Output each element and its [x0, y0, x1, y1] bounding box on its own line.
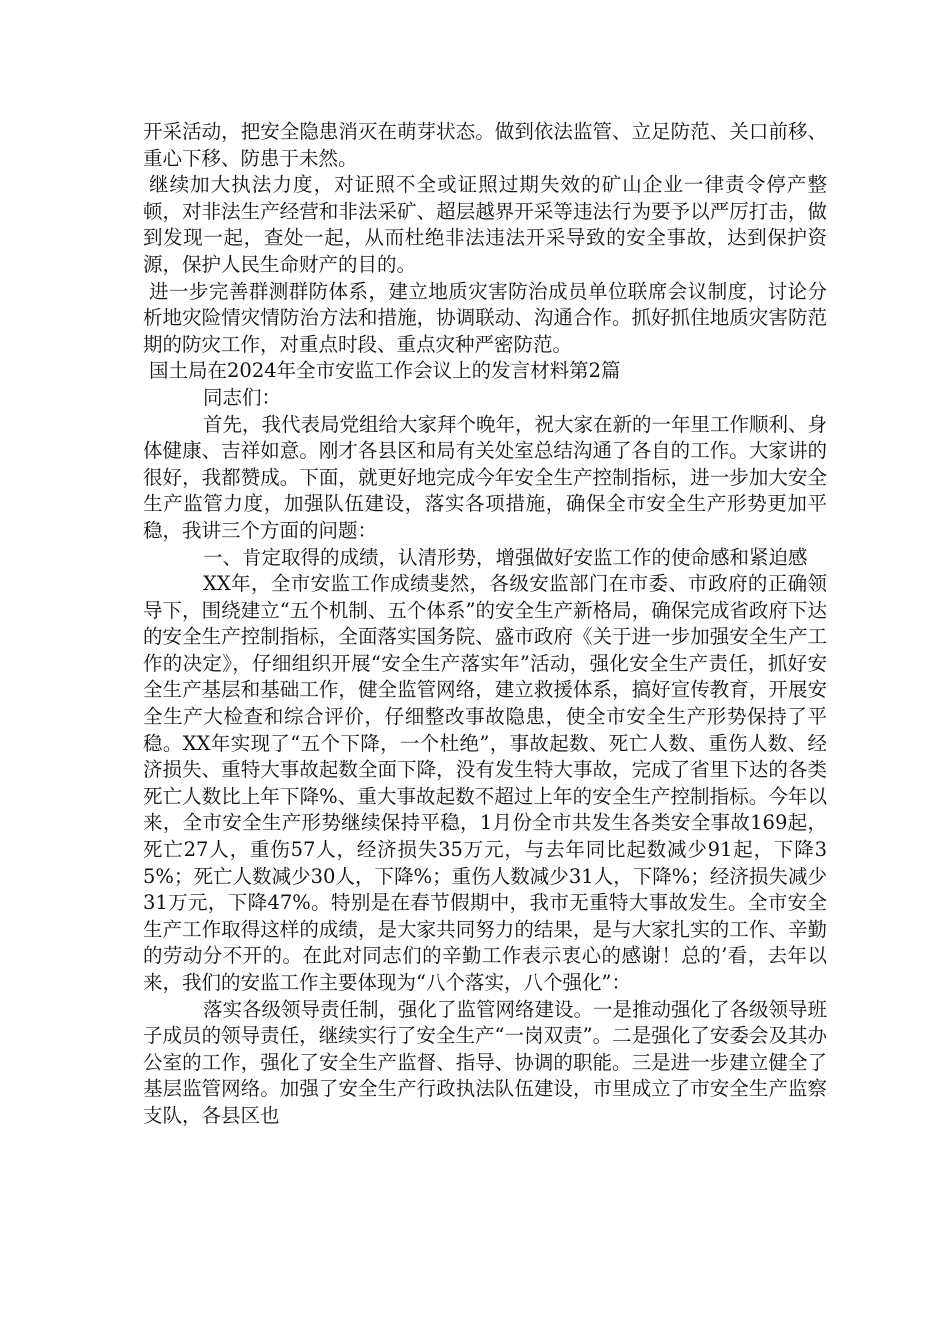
paragraph-disaster-prevention: 进一步完善群测群防体系，建立地质灾害防治成员单位联席会议制度，讨论分析地灾险情灾情防治方法和措施，协调联动、沟通合作。抓好抓住地质灾害防范期的防灾工作，对重点时段、重点灾种严密防范。 [143, 279, 827, 356]
document-page [143, 119, 827, 1130]
article-title: 国土局在2024年全市安监工作会议上的发言材料第2篇 [149, 359, 621, 383]
paragraph-continuation: 开采活动，把安全隐患消灭在萌芽状态。做到依法监管、立足防范、关口前移、重心下移、防患于未然。 [143, 120, 827, 170]
paragraph-opening: 首先，我代表局党组给大家拜个晚年，祝大家在新的一年里工作顺利、身体健康、吉祥如意。刚才各县区和局有关处室总结沟通了各自的工作。大家讲的很好，我都赞成。下面，就更好地完成今年安全生产控制指标，进一步加大安全生产监管力度，加强队伍建设，落实各项措施，确保全市安全生产形势更加平稳，我讲三个方面的问题： [143, 412, 828, 542]
paragraph-responsibility: 落实各级领导责任制，强化了监管网络建设。一是推动强化了各级领导班子成员的领导责任，继续实行了安全生产“一岗双责”。二是强化了安委会及其办公室的工作，强化了安全生产监督、指导、协调的职能。三是进一步建立健全了基层监管网络。加强了安全生产行政执法队伍建设，市里成立了市安全生产监察支队，各县区也 [143, 997, 828, 1127]
paragraph-achievements: XX年，全市安监工作成绩斐然，各级安监部门在市委、市政府的正确领导下，围绕建立“五个机制、五个体系”的安全生产新格局，确保完成省政府下达的安全生产控制指标，全面落实国务院、盛市政府《关于进一步加强安全生产工作的决定》，仔细组织开展“安全生产落实年”活动，强化安全生产责任，抓好安全生产基层和基础工作，健全监管网络，建立救援体系，搞好宣传教育，开展安全生产大检查和综合评价，仔细整改事故隐患，使全市安全生产形势保持了平稳。XX年实现了“五个下降，一个杜绝”，事故起数、死亡人数、重伤人数、经济损失、重特大事故起数全面下降，没有发生特大事故，完成了省里下达的各类死亡人数比上年下降%、重大事故起数不超过上年的安全生产控制指标。今年以来，全市安全生产形势继续保持平稳，1月份全市共发生各类安全事故169起，死亡27人，重伤57人，经济损失35万元，与去年同比起数减少91起，下降35%；死亡人数减少30人，下降%；重伤人数减少31人，下降%；经济损失减少31万元，下降47%。特别是在春节假期中，我市无重特大事故发生。全市安全生产工作取得这样的成绩，是大家共同努力的结果，是与大家扎实的工作、辛勤的劳动分不开的。在此对同志们的辛勤工作表示衷心的感谢！总的’看，去年以来，我们的安监工作主要体现为“八个落实，八个强化”： [143, 572, 827, 994]
paragraph-enforcement: 继续加大执法力度，对证照不全或证照过期失效的矿山企业一律责令停产整顿，对非法生产经营和非法采矿、超层越界开采等违法行为要予以严厉打击，做到发现一起，查处一起，从而杜绝非法违法开采导致的安全事故，达到保护资源，保护人民生命财产的目的。 [143, 173, 827, 276]
section-heading-one: 一、肯定取得的成绩，认清形势，增强做好安监工作的使命感和紧迫感 [203, 545, 808, 569]
salutation: 同志们： [203, 385, 282, 409]
